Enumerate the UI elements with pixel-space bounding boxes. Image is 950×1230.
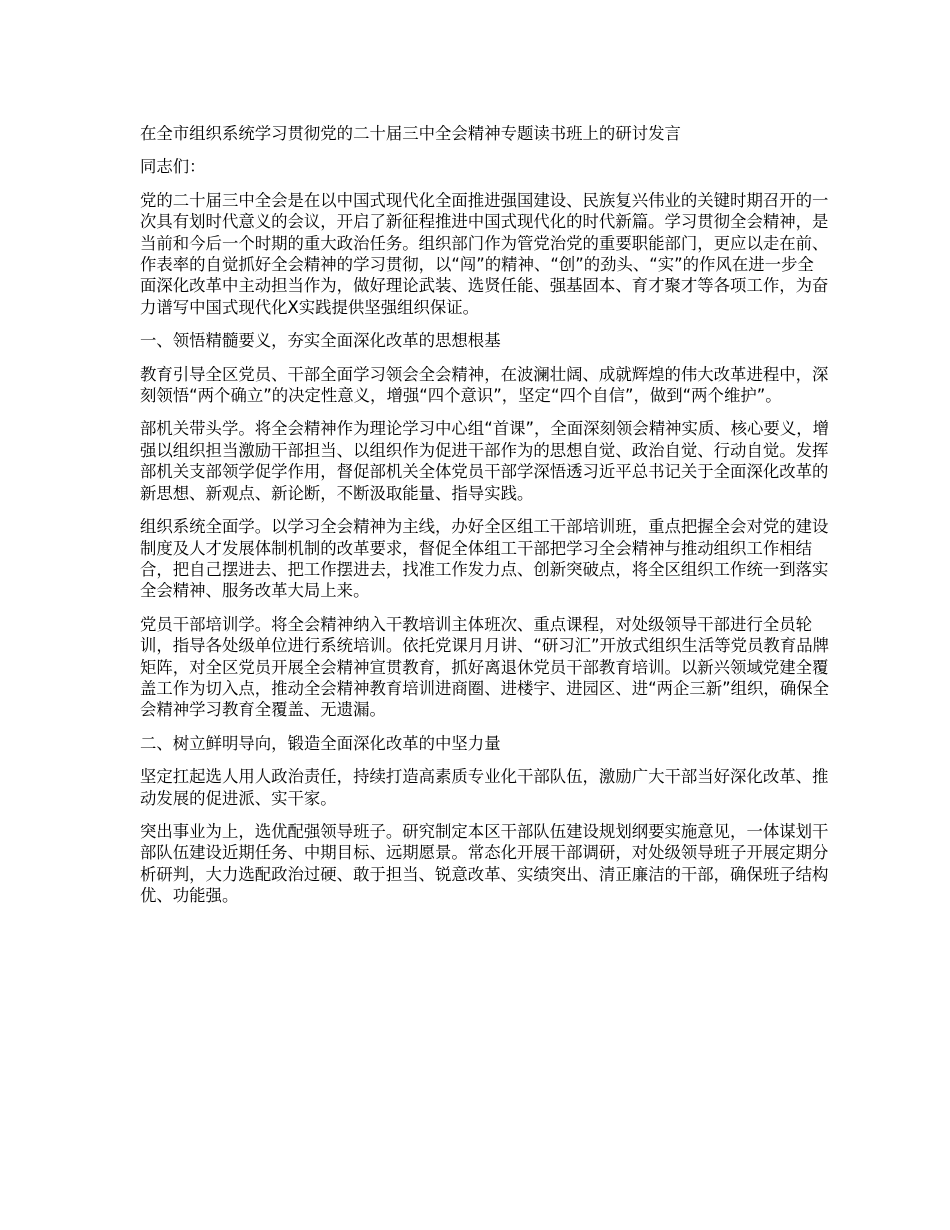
section-1-paragraph: 教育引导全区党员、干部全面学习领会全会精神，在波澜壮阔、成就辉煌的伟大改革进程中，深刻领悟“两个确立”的决定性意义，增强“四个意识”，坚定“四个自信”，做到“两个维护”。 [140,364,829,406]
section-2-paragraph: 突出事业为上，选优配强领导班子。研究制定本区干部队伍建设规划纲要实施意见，一体谋划干部队伍建设近期任务、中期目标、远期愿景。常态化开展干部调研，对处级领导班子开展定期分析研判，大力选配政治过硬、敢于担当、锐意改革、实绩突出、清正廉洁的干部，确保班子结构优、功能强。 [140,821,829,906]
document-title: 在全市组织系统学习贯彻党的二十届三中全会精神专题读书班上的研讨发言 [140,124,681,143]
salutation: 同志们： [140,157,206,177]
section-2-heading: 二、树立鲜明导向，锻造全面深化改革的中坚力量 [140,733,501,753]
section-1-paragraph: 部机关带头学。将全会精神作为理论学习中心组“首课”，全面深刻领会精神实质、核心要义，增强以组织担当激励干部担当、以组织作为促进干部作为的思想自觉、政治自觉、行动自觉。发挥部机关支部领学促学作用，督促部机关全体党员干部学深悟透习近平总书记关于全面深化改革的新思想、新观点、新论断，不断汲取能量、指导实践。 [140,419,829,503]
document-body [140,123,830,919]
section-2-paragraph: 坚定扛起选人用人政治责任，持续打造高素质专业化干部队伍，激励广大干部当好深化改革、推动发展的促进派、实干家。 [140,767,829,808]
section-1-paragraph: 组织系统全面学。以学习全会精神为主线，办好全区组工干部培训班，重点把握全会对党的建设制度及人才发展体制机制的改革要求，督促全体组工干部把学习全会精神与推动组织工作相结合，把自己摆进去、把工作摆进去，找准工作发力点、创新突破点，将全区组织工作统一到落实全会精神、服务改革大局上来。 [140,517,829,601]
intro-paragraph: 党的二十届三中全会是在以中国式现代化全面推进强国建设、民族复兴伟业的关键时期召开的一次具有划时代意义的会议，开启了新征程推进中国式现代化的时代新篇。学习贯彻全会精神，是当前和今后一个时期的重大政治任务。组织部门作为管党治党的重要职能部门，更应以走在前、作表率的自觉抓好全会精神的学习贯彻，以“闯”的精神、“创”的劲头、“实”的作风在进一步全面深化改革中主动担当作为，做好理论武装、选贤任能、强基固本、育才聚才等各项工作，为奋力谱写中国式现代化X实践提供坚强组织保证。 [140,190,829,317]
section-1-heading: 一、领悟精髓要义，夯实全面深化改革的思想根基 [140,331,501,351]
section-1-paragraph: 党员干部培训学。将全会精神纳入干教培训主体班次、重点课程，对处级领导干部进行全员轮训，指导各处级单位进行系统培训。依托党课月月讲、“研习汇”开放式组织生活等党员教育品牌矩阵，对全区党员开展全会精神宣贯教育，抓好离退休党员干部教育培训。以新兴领域党建全覆盖工作为切入点，推动全会精神教育培训进商圈、进楼宇、进园区、进“两企三新”组织，确保全会精神学习教育全覆盖、无遗漏。 [140,614,829,720]
